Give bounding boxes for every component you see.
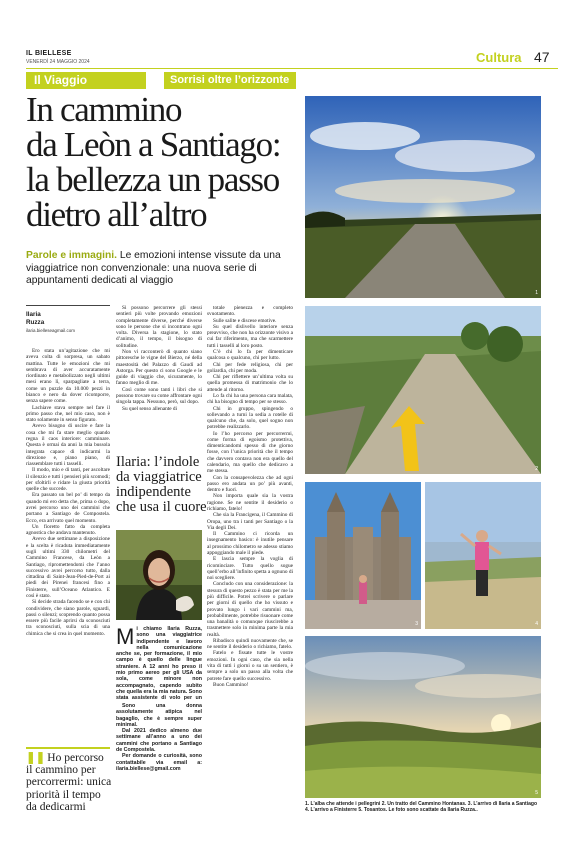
top-rule	[26, 68, 558, 69]
photo-santiago-cathedral	[305, 482, 421, 629]
author-intro	[116, 626, 202, 702]
paragraph: Ribadisco quindi nuovamente che, se ne sentite il desiderio o richiamo, fatelo.	[207, 637, 293, 651]
paragraph: Il modo, mio e di tanti, per ascoltare il silenzio e tutti i pensieri più scomodi; per sfoltirli e ridare la giusta priorità quelle che succede.	[26, 467, 110, 493]
paragraph: Buon Cammino!	[213, 681, 249, 688]
quote-mark-icon: ❚❚	[26, 752, 46, 764]
summary-text: Le emozioni intense vissute da una viaggiatrice non convenzionale: una nuova serie di appuntamenti dedicati al viaggio	[26, 250, 281, 286]
author-email: ilaria.bielleseagmail.com	[26, 328, 76, 333]
headline	[26, 92, 301, 232]
photo-tosantos-fields	[305, 636, 541, 798]
paragraph: C’è chi lo fa per dimenticare qualcosa o qualcuno, chi per lutto.	[207, 348, 293, 362]
paragraph: Concludo con una considerazione: la stesura di questo pezzo è stata per me la più difficile. Potrei scrivere o parlare per giorni di quello che ho vissuto e provato lungo i vari cammini ma, probabilmente, potrebbe risuonare come una banalità o comunque riuscirebbe a trasmettere solo in minima parte la mia realtà.	[207, 581, 293, 638]
photo-number: 4	[535, 621, 538, 627]
paragraph: Sulle salite e discese emotive.	[213, 317, 277, 324]
paragraph: E lascia sempre la voglia di ricominciare. Tutto quello sogue quell’erbo all’infinito spetta a ognuno di noi scegliere.	[207, 556, 293, 582]
headline-line: la bellezza un passo	[26, 160, 279, 199]
paragraph: Un fioretto fatto da completa agnostica che andava mantenuto.	[26, 523, 110, 537]
pull-quote	[26, 752, 112, 813]
paragraph: Si possono percorrere gli stessi sentieri più volte provando emozioni completamente diverse, perché diverse sono le persone che si incontrano ogni volta. Diversa la stagione, lo stato d’animo, il tempo, il bisogno di solitudine.	[116, 305, 202, 349]
body-column-2	[116, 305, 202, 450]
paragraph: Così come sono tanti i libri che si possono trovare su come affrontare ogni singola tappa. Nessuno, però, sul dopo.	[116, 386, 202, 406]
paragraph: totale pienezza e completo svuotamento.	[207, 305, 293, 318]
photo-finisterre	[425, 482, 541, 629]
photo-caption: 1. L’alba che attende i pellegrini 2. Un tratto del Cammino Hontanas. 3. L’arrivo di Ilaria a Santiago 4. L’arrivo a Finisterre 5. Tosantos. Le foto sono scattate da Ilaria Ruzza..	[305, 801, 538, 814]
paragraph: Chi per riflettere un’ultima volta su quella promessa di matrimonio che lo attende al ritorno.	[207, 374, 293, 393]
section-label: Cultura	[476, 50, 522, 65]
paragraph: Il Cammino ci ricorda un insegnamento basico: è inutile pensare al prossimo chilometro se adesso stiamo appoggiando male il piede.	[207, 531, 293, 556]
paragraph: Dal 2021 dedico almeno due settimane all’anno a uno dei cammini che portano a Santiago de Compostela.	[116, 728, 202, 753]
headline-line: In cammino	[26, 90, 182, 129]
photo-number: 2	[535, 466, 538, 472]
photo-path-arrow	[305, 306, 541, 474]
paragraph: Non vi racconterò di quanto siano pittoresche le vigne del Bierzo, né della maestosità del Palazzo di Gaudí ad Astorga. Per questo ci sono Google e le guide di viaggio che, sicuramente, lo fanno meglio di me.	[116, 348, 202, 387]
pull-quote-text: Ho percorso il cammino per percorrermi: unica priorità il tempo da dedicarmi	[26, 752, 112, 813]
issue-date: VENERDÌ 24 MAGGIO 2024	[26, 59, 90, 65]
paragraph: Su quel dislivello interiore senza preavviso, che non ha orizzonte visivo a cui far riferimento, ma che scarmettere tutti i tasselli al loro posto.	[207, 323, 293, 349]
paragraph: Per domande o curiosità, sono contattabile via email a: ilaria.biellese@gmail.com	[116, 753, 202, 772]
paragraph: Con la consapevolezza che ad ogni passo ero andata un po’ più avanti, dentro e fuori.	[207, 474, 293, 494]
paragraph: Era passato un bel po’ di tempo da quando mi ero detta che, prima o dopo, avrei percorso uno dei cammini che portano a Santiago de Compostela. Ecco, era arrivato quel momento.	[26, 492, 110, 524]
body-column-2-bottom	[116, 703, 202, 821]
series-tag: Il Viaggio	[26, 72, 146, 89]
masthead: IL BIELLESE	[26, 50, 72, 57]
photo-number: 1	[535, 290, 538, 296]
author-last-name: Ruzza	[26, 319, 45, 326]
body-column-3	[207, 305, 293, 825]
paragraph: Che sia la Francigena, il Cammino di Oropa, uno tra i tanti per Santiago o la Via degli Dei.	[207, 512, 293, 531]
drop-cap: M	[116, 626, 135, 649]
byline-rule	[26, 305, 110, 306]
body-column-1	[26, 348, 110, 740]
paragraph: Avevo due settimane a disposizione e la scelta è ricaduta immediatamente sugli ultimi 330 chilometri del Cammino Francese, da Leòn a Santiago, ripromettendomi che l’anno successivo avrei percorso tutto, dalla cittadina di Saint-Jean-Pied-de-Port ai piedi dei Pirenei francesi fino a Finisterre, sull’Oceano Atlantico. E così è stato.	[26, 536, 110, 599]
paragraph: Lo fa chi ha una persona cara malata, chi ha bisogno di tempo per se stesso.	[207, 392, 293, 406]
photo-sunrise-path	[305, 96, 541, 298]
paragraph: Lachiave stava sempre nel fare il primo passo che, nel mio caso, non è stato solamente in senso figurato.	[26, 404, 110, 424]
paragraph: Avevo bisogno di uscire e fare la cosa che mi fa stare meglio quando regna il caos interiore: camminare. Questa è ormai da anni la mia bussola integrata capace di indicarmi la direzione e, piano piano, di riassemblare tutti i tasselli.	[26, 423, 110, 468]
paragraph: Su quel senso allenante di	[122, 405, 178, 412]
author-first-name: Ilaria	[26, 311, 41, 318]
summary	[26, 250, 302, 288]
paragraph: Chi in gruppo, spingendo o sollevando a turni la sedia a rotelle di qualcuno che, da solo, quel sogno non potrebbe realizzarlo.	[207, 405, 293, 431]
paragraph: Sono una donna assolutamente atipica nel bagaglio, che è sempre super minimal.	[116, 703, 202, 728]
paragraph: Fatelo e fissate tutte le vostre emozioni. In ogni caso, che sia nella vita di tutti i giorni o su un sentiero, è sempre a solo un passo alla volta che potrete fare quello successivo.	[207, 650, 293, 682]
author-intro-text: i chiamo Ilaria Ruzza, sono una viaggiatrice indipendente e lavoro nella comunicazione anche se, per formazione, il mio campo è quello delle lingue straniere. A 12 anni ho preso il mio primo aereo per gli USA da sola, come minore non accompagnato, capendo subito che quella era la mia natura. Sono stata assistente di volo per un	[116, 626, 202, 702]
photo-number: 5	[535, 790, 538, 796]
paragraph: Chi per fede religiosa, chi per goliardia, chi per moda.	[207, 361, 293, 374]
paragraph: Ero stata un’agitazione che mi aveva colta di sorpresa, un sabato mattina. Tutte le emozioni che mi sembrava di aver accuratamente riordinato e metabolizzato negli ultimi mesi erano lì, sparpagliate a terra, come un puzzle da 10.000 pezzi in bianco e nero da dover ricomporre, senza sapere come.	[26, 348, 110, 405]
headline-line: dietro all’altro	[26, 195, 207, 234]
photo-number: 3	[415, 621, 418, 627]
author-portrait	[116, 530, 202, 620]
paragraph: Non importa quale sia la vostra ragione. Se ne sentite il desiderio o richiamo, fatelo!	[207, 493, 293, 512]
box-title: Ilaria: l’indole da viaggiatrice indipendente che usa il cuore	[116, 454, 207, 515]
headline-line: da Leòn a Santiago:	[26, 125, 281, 164]
paragraph: Io l’ho percorso per percorrermi, come forma di egoismo protettiva, dimenticandomi spesso di che giorno fosse, con l’unica priorità che il tempo che davvero contava non era quello del calendario, ma quello che dedicavo a me stessa.	[207, 430, 293, 475]
summary-lead: Parole e immagini.	[26, 250, 117, 261]
page-number: 47	[534, 49, 550, 65]
paragraph: Si decide strada facendo se e con chi condividere, che siano parole, sguardi, passi o silenzi; scoprendo quanto possa essere più facile aprirsi da sconosciuti tra sconosciuti, sulla scia di una chimica che si crea in quel momento.	[26, 599, 110, 637]
pull-quote-rule	[26, 747, 110, 749]
series-subtitle: Sorrisi oltre l’orizzonte	[164, 72, 296, 89]
